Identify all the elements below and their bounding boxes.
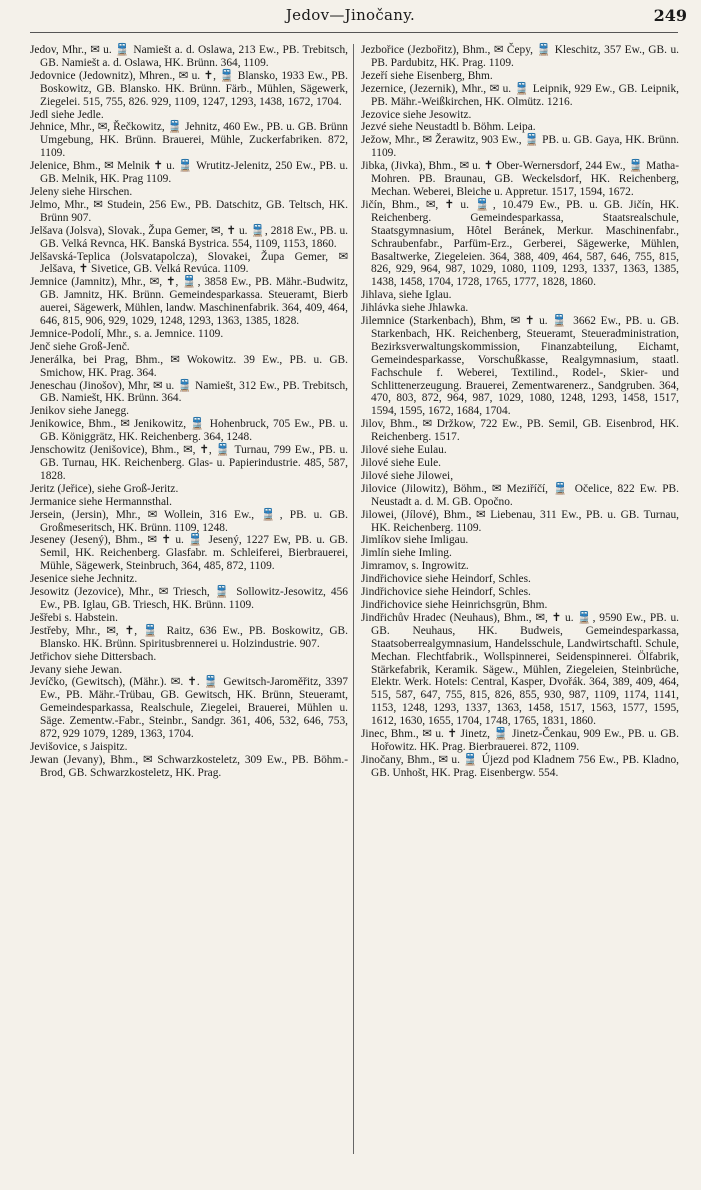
gazetteer-entry: Jenikowice, Bhm., ✉ Jenikowitz, 🚆 Hohenbruck, 705 Ew., PB. u. GB. Königgrätz, HK. Reichenberg. 364, 1248.	[30, 418, 348, 444]
page-title: Jedov—Jinočany.	[285, 6, 416, 24]
gazetteer-entry: Jičín, Bhm., ✉, ✝ u. 🚆, 10.479 Ew., PB. u. GB. Jičín, HK. Reichenberg. Gemeindesparkassa, Staatsrealschule, Staatsgymnasium, Hôtel Beránek, Merkur. Maschinenfabr., Schraubenfabr., Parfüm-Erz., Gerberei, Sägewerke, Mühlen, Basaltwerke, Ziegeleien. 364, 388, 409, 464, 587, 646, 755, 815, 826, 929, 964, 987, 1029, 1080, 1109, 1293, 1337, 1363, 1385, 1438, 1458, 1704, 1728, 1765, 1777, 1828, 1860.	[361, 198, 679, 289]
gazetteer-entry: Jedl siehe Jedle.	[30, 108, 104, 121]
gazetteer-entry: Jindřichovice siehe Heinrichsgrün, Bhm.	[361, 598, 548, 611]
gazetteer-entry: Jindřichovice siehe Heindorf, Schles.	[361, 573, 531, 586]
gazetteer-entry: Jilové siehe Eulau.	[361, 444, 447, 457]
gazetteer-entry: Jemnice-Podolí, Mhr., s. a. Jemnice. 1109.	[30, 327, 224, 340]
gazetteer-entry: Jelšavská-Teplica (Jolsvatapolcza), Slovakei, Župa Gemer, ✉ Jelšava, ✝ Sivetice, GB. Velká Revúca. 1109.	[30, 250, 348, 276]
gazetteer-entry: Jihlava, siehe Iglau.	[361, 289, 452, 302]
gazetteer-entry: Jehnice, Mhr., ✉, Řečkowitz, 🚆 Jehnitz, 460 Ew., PB. u. GB. Brünn Umgebung, HK. Brünn. Brauerei, Mühle, Zuckerfabriken. 872, 1109.	[30, 121, 348, 160]
gazetteer-entry: Jeleny siehe Hirschen.	[30, 185, 133, 198]
gazetteer-entry: Jilové siehe Eule.	[361, 457, 442, 469]
gazetteer-entry: Jimlín siehe Imling.	[361, 547, 452, 560]
gazetteer-entry: Jezovice siehe Jesowitz.	[361, 108, 472, 121]
gazetteer-entry: Jezeří siehe Eisenberg, Bhm.	[361, 69, 493, 82]
gazetteer-entry: Jestřeby, Mhr., ✉, ✝, 🚆 Raitz, 636 Ew., PB. Boskowitz, GB. Blansko. HK. Brünn. Spiritusbrennerei u. Holzindustrie. 907.	[30, 624, 348, 650]
page-number: 249	[653, 6, 687, 25]
gazetteer-entry: Jihlávka siehe Jhlawka.	[361, 302, 469, 315]
gazetteer-entry: Jesenice siehe Jechnitz.	[30, 573, 138, 586]
page-header	[0, 6, 701, 30]
gazetteer-entry: Jelenice, Bhm., ✉ Melnik ✝ u. 🚆 Wrutitz-Jelenitz, 250 Ew., PB. u. GB. Melnik, HK. Prag 1109.	[30, 160, 348, 186]
gazetteer-entry: Jevišovice, s Jaispitz.	[30, 740, 128, 753]
gazetteer-entry: Jemnice (Jamnitz), Mhr., ✉, ✝, 🚆, 3858 Ew., PB. Mähr.-Budwitz, GB. Jamnitz, HK. Brünn. Gemeindesparkassa. Steueramt, Bierb auerei, Sägewerk, Mühlen, landw. Maschinenfabrik. 364, 409, 464, 646, 815, 906, 929, 1029, 1248, 1293, 1363, 1385, 1828.	[30, 276, 348, 328]
gazetteer-entry: Jeseney (Jesený), Bhm., ✉ ✝ u. 🚆 Jesený, 1227 Ew, PB. u. GB. Semil, HK. Reichenberg. Glasfabr. m. Schleiferei, Bierbrauerei, Mühle, Sägewerk, Steinbruch, 364, 485, 872, 1109.	[30, 534, 348, 573]
column-divider	[353, 44, 354, 1154]
gazetteer-entry: Jindřichův Hradec (Neuhaus), Bhm., ✉, ✝ u. 🚆, 9590 Ew., PB. u. GB. Neuhaus, HK. Budweis, Gemeindesparkassa, Staatsoberrealgymnasium, Handelsschule, Landwirtschaftl. Schule, Mechan. Flechtfabrik., Wollspinnerei, Seidenspinnerei. Ölfabrik, Stärkefabrik, Keramik. Sägew., Mühlen, Ziegeleien, Steinbrüche, Elektr. Werk. Hotels: Central, Kasper, Dvořák. 364, 389, 409, 464, 515, 587, 647, 755, 815, 826, 855, 930, 987, 1109, 1174, 1141, 1153, 1248, 1293, 1337, 1363, 1458, 1517, 1563, 1577, 1595, 1612, 1630, 1655, 1704, 1748, 1765, 1831, 1860.	[361, 611, 679, 728]
gazetteer-entry: Jelmo, Mhr., ✉ Studein, 256 Ew., PB. Datschitz, GB. Teltsch, HK. Brünn 907.	[30, 198, 348, 224]
gazetteer-entry: Jezvé siehe Neustadtl b. Böhm. Leipa.	[361, 121, 536, 134]
gazetteer-entry: Jeritz (Jeřice), siehe Groß-Jeritz.	[30, 482, 179, 495]
gazetteer-entry: Jibka, (Jivka), Bhm., ✉ u. ✝ Ober-Wernersdorf, 244 Ew., 🚆 Matha-Mohren. PB. Braunau, GB. Weckelsdorf, HK. Reichenberg, Mechan. Weberei, Bleiche u. Appretur. 1517, 1594, 1672.	[361, 160, 679, 198]
gazetteer-entry: Jesowitz (Jezovice), Mhr., ✉ Triesch, 🚆 Sollowitz-Jesowitz, 456 Ew., PB. Iglau, GB. Triesch, HK. Brünn. 1109.	[30, 586, 348, 611]
gazetteer-entry: Jezernice, (Jezernik), Mhr., ✉ u. 🚆 Leipnik, 929 Ew., GB. Leipnik, PB. Mähr.-Weißkirchen, HK. Olmütz. 1216.	[361, 82, 679, 108]
gazetteer-entry: Jilemnice (Starkenbach), Bhm, ✉ ✝ u. 🚆 3662 Ew., PB. u. GB. Starkenbach, HK. Reichenberg, Steueramt, Steueradministration, Bezirksverwaltungskommission, Finanzabteilung, Eichamt, Gemeindesparkasse, Vorschußkasse, Realgymnasium, staatl. Fachschule f. Weberei, Textilind., Rodel-, Skier- und Schlittenerzeugung. Brauerei, Zementwarenerz., Sandgruben. 364, 470, 803, 872, 964, 987, 1029, 1080, 1248, 1293, 1458, 1517, 1594, 1595, 1672, 1684, 1704.	[361, 315, 679, 418]
gazetteer-entry: Jindřichovice siehe Heindorf, Schles.	[361, 586, 531, 599]
gazetteer-entry: Jewan (Jevany), Bhm., ✉ Schwarzkosteletz, 309 Ew., PB. Böhm.-Brod, GB. Schwarzkosteletz, HK. Prag.	[30, 753, 348, 779]
gazetteer-entry: Jilowei, (Jílové), Bhm., ✉ Liebenau, 311 Ew., PB. u. GB. Turnau, HK. Reichenberg. 1109.	[361, 508, 679, 534]
gazetteer-entry: Jetřichov siehe Dittersbach.	[30, 650, 157, 663]
gazetteer-entry: Jimramov, s. Ingrowitz.	[361, 560, 469, 573]
right-column	[361, 44, 679, 780]
gazetteer-entry: Jedovnice (Jedownitz), Mhren., ✉ u. ✝, 🚆 Blansko, 1933 Ew., PB. Boskowitz, GB. Blansko. HK. Brünn. Färb., Mühlen, Sägewerk, Ziegelei. 515, 755, 826. 929, 1109, 1247, 1293, 1438, 1672, 1704.	[30, 69, 348, 108]
gazetteer-entry: Jelšava (Jolsva), Slovak., Župa Gemer, ✉, ✝ u. 🚆, 2818 Ew., PB. u. GB. Velká Revnca, HK. Banská Bystrica. 554, 1109, 1153, 1860.	[30, 224, 348, 250]
gazetteer-entry: Jinec, Bhm., ✉ u. ✝ Jinetz, 🚆 Jinetz-Čenkau, 909 Ew., PB. u. GB. Hořowitz. HK. Prag. Bierbrauerei. 872, 1109.	[361, 728, 679, 753]
gazetteer-entry: Jedov, Mhr., ✉ u. 🚆 Namiešt a. d. Oslawa, 213 Ew., PB. Trebitsch, GB. Namiešt a. d. Oslawa, HK. Brünn. 364, 1109.	[30, 44, 348, 69]
gazetteer-entry: Jenikov siehe Janegg.	[30, 405, 130, 418]
gazetteer-entry: Jermanice siehe Hermannsthal.	[30, 495, 173, 508]
gazetteer-entry: Jenč siehe Groß-Jenč.	[30, 340, 130, 353]
gazetteer-entry: Jilovice (Jilowitz), Böhm., ✉ Meziříčí, 🚆 Očelice, 822 Ew. PB. Neustadt a. d. M. GB. Opočno.	[361, 482, 679, 508]
gazetteer-entry: Jeneschau (Jinošov), Mhr, ✉ u. 🚆 Namiešt, 312 Ew., PB. Trebitsch, GB. Namiešt, HK. Brünn. 364.	[30, 379, 348, 405]
gazetteer-entry: Jilov, Bhm., ✉ Držkow, 722 Ew., PB. Semil, GB. Eisenbrod, HK. Reichenberg. 1517.	[361, 418, 679, 444]
gazetteer-entry: Jersein, (Jersin), Mhr., ✉ Wollein, 316 Ew., 🚆, PB. u. GB. Großmeseritsch, HK. Brünn. 1109, 1248.	[30, 508, 348, 534]
gazetteer-entry: Jilové siehe Jilowei,	[361, 469, 454, 482]
gazetteer-entry: Jevany siehe Jewan.	[30, 663, 123, 676]
gazetteer-entry: Jezbořice (Jezbořitz), Bhm., ✉ Čepy, 🚆 Kleschitz, 357 Ew., GB. u. PB. Pardubitz, HK. Prag. 1109.	[361, 44, 679, 69]
gazetteer-entry: Jevíčko, (Gewitsch), (Mähr.). ✉. ✝. 🚆 Gewitsch-Jaroměřitz, 3397 Ew., PB. Mähr.-Trübau, GB. Gewitsch, HK. Brünn, Steueramt, Gemeindesparkassa, Realschule, Ziegelei, Brauerei, Mühlen u. Säge. Zementw.-Fabr., Steinbr., Sandgr. 361, 406, 532, 646, 753, 872, 929 1079, 1289, 1363, 1704.	[30, 676, 348, 741]
gazetteer-entry: Ježow, Mhr., ✉ Žerawitz, 903 Ew., 🚆 PB. u. GB. Gaya, HK. Brünn. 1109.	[361, 134, 679, 160]
header-rule	[30, 32, 678, 33]
gazetteer-entry: Jenerálka, bei Prag, Bhm., ✉ Wokowitz. 39 Ew., PB. u. GB. Smichow, HK. Prag. 364.	[30, 353, 348, 379]
gazetteer-entry: Jenschowitz (Jenišovice), Bhm., ✉, ✝, 🚆 Turnau, 799 Ew., PB. u. GB. Turnau, HK. Reichenberg. Glas- u. Papierindustrie. 485, 587, 1828.	[30, 444, 348, 482]
left-column	[30, 44, 348, 780]
gazetteer-entry: Ješřebi s. Habstein.	[30, 611, 118, 624]
gazetteer-entry: Jinočany, Bhm., ✉ u. 🚆 Újezd pod Kladnem 756 Ew., PB. Kladno, GB. Unhošt, HK. Prag. Eisenbergw. 554.	[361, 753, 679, 779]
gazetteer-entry: Jimlíkov siehe Imligau.	[361, 534, 469, 547]
